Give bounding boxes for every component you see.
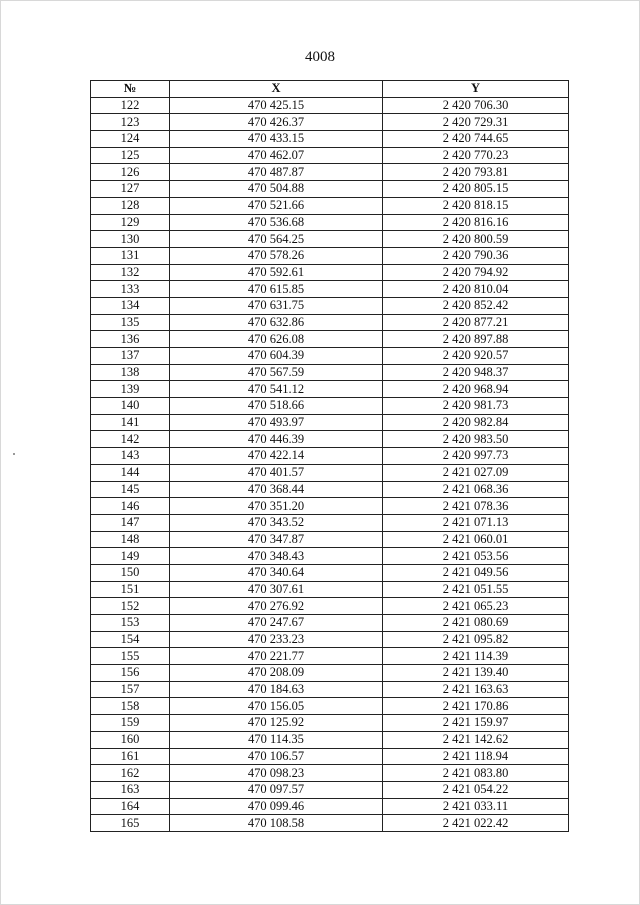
cell-x: 470 114.35	[170, 731, 383, 748]
cell-y: 2 421 078.36	[383, 498, 569, 515]
cell-number: 124	[91, 131, 170, 148]
cell-x: 470 106.57	[170, 748, 383, 765]
cell-x: 470 592.61	[170, 264, 383, 281]
cell-y: 2 420 770.23	[383, 147, 569, 164]
cell-y: 2 421 170.86	[383, 698, 569, 715]
cell-x: 470 615.85	[170, 281, 383, 298]
cell-y: 2 421 068.36	[383, 481, 569, 498]
cell-y: 2 421 159.97	[383, 715, 569, 732]
cell-y: 2 421 080.69	[383, 615, 569, 632]
cell-x: 470 504.88	[170, 181, 383, 198]
cell-number: 141	[91, 414, 170, 431]
table-row	[91, 615, 569, 632]
cell-y: 2 420 920.57	[383, 348, 569, 365]
cell-y: 2 421 095.82	[383, 631, 569, 648]
cell-number: 161	[91, 748, 170, 765]
cell-number: 160	[91, 731, 170, 748]
cell-number: 157	[91, 681, 170, 698]
cell-x: 470 567.59	[170, 364, 383, 381]
cell-number: 144	[91, 464, 170, 481]
cell-number: 155	[91, 648, 170, 665]
cell-x: 470 446.39	[170, 431, 383, 448]
cell-number: 138	[91, 364, 170, 381]
cell-number: 149	[91, 548, 170, 565]
table-row	[91, 181, 569, 198]
cell-y: 2 421 118.94	[383, 748, 569, 765]
cell-x: 470 343.52	[170, 514, 383, 531]
cell-x: 470 099.46	[170, 798, 383, 815]
cell-y: 2 421 054.22	[383, 781, 569, 798]
cell-x: 470 426.37	[170, 114, 383, 131]
table-row	[91, 197, 569, 214]
table-row	[91, 131, 569, 148]
cell-y: 2 421 071.13	[383, 514, 569, 531]
table-row	[91, 748, 569, 765]
table-row	[91, 231, 569, 248]
cell-y: 2 420 805.15	[383, 181, 569, 198]
table-row	[91, 531, 569, 548]
header-x: X	[170, 81, 383, 98]
cell-y: 2 421 033.11	[383, 798, 569, 815]
cell-number: 151	[91, 581, 170, 598]
table-row	[91, 548, 569, 565]
table-row	[91, 214, 569, 231]
cell-x: 470 097.57	[170, 781, 383, 798]
cell-number: 145	[91, 481, 170, 498]
cell-x: 470 347.87	[170, 531, 383, 548]
cell-y: 2 421 114.39	[383, 648, 569, 665]
cell-x: 470 340.64	[170, 564, 383, 581]
table-row	[91, 765, 569, 782]
cell-x: 470 626.08	[170, 331, 383, 348]
cell-number: 131	[91, 247, 170, 264]
cell-number: 143	[91, 448, 170, 465]
cell-x: 470 307.61	[170, 581, 383, 598]
table-row	[91, 147, 569, 164]
table-row	[91, 431, 569, 448]
table-row	[91, 815, 569, 832]
table-row	[91, 464, 569, 481]
table-row	[91, 631, 569, 648]
cell-number: 146	[91, 498, 170, 515]
cell-y: 2 421 053.56	[383, 548, 569, 565]
table-row	[91, 781, 569, 798]
cell-x: 470 422.14	[170, 448, 383, 465]
cell-y: 2 420 948.37	[383, 364, 569, 381]
cell-x: 470 098.23	[170, 765, 383, 782]
cell-number: 165	[91, 815, 170, 832]
table-row	[91, 414, 569, 431]
cell-number: 164	[91, 798, 170, 815]
table-row	[91, 564, 569, 581]
cell-number: 132	[91, 264, 170, 281]
cell-y: 2 420 729.31	[383, 114, 569, 131]
page-number: 4008	[305, 49, 335, 65]
table-row	[91, 598, 569, 615]
cell-x: 470 108.58	[170, 815, 383, 832]
cell-number: 125	[91, 147, 170, 164]
cell-number: 135	[91, 314, 170, 331]
table-row	[91, 731, 569, 748]
header-number: №	[91, 81, 170, 98]
table-row	[91, 348, 569, 365]
cell-x: 470 184.63	[170, 681, 383, 698]
cell-number: 129	[91, 214, 170, 231]
cell-number: 142	[91, 431, 170, 448]
cell-number: 147	[91, 514, 170, 531]
table-row	[91, 698, 569, 715]
table-row	[91, 665, 569, 682]
table-row	[91, 97, 569, 114]
cell-x: 470 631.75	[170, 297, 383, 314]
cell-y: 2 420 877.21	[383, 314, 569, 331]
cell-number: 123	[91, 114, 170, 131]
cell-y: 2 420 897.88	[383, 331, 569, 348]
cell-x: 470 518.66	[170, 398, 383, 415]
cell-x: 470 604.39	[170, 348, 383, 365]
cell-x: 470 425.15	[170, 97, 383, 114]
cell-number: 156	[91, 665, 170, 682]
cell-y: 2 421 060.01	[383, 531, 569, 548]
cell-x: 470 156.05	[170, 698, 383, 715]
cell-number: 163	[91, 781, 170, 798]
cell-number: 137	[91, 348, 170, 365]
cell-x: 470 247.67	[170, 615, 383, 632]
table-body	[91, 97, 569, 831]
cell-y: 2 421 083.80	[383, 765, 569, 782]
cell-number: 122	[91, 97, 170, 114]
cell-x: 470 541.12	[170, 381, 383, 398]
cell-x: 470 368.44	[170, 481, 383, 498]
table-header-row	[91, 81, 569, 98]
cell-number: 154	[91, 631, 170, 648]
cell-y: 2 421 142.62	[383, 731, 569, 748]
cell-x: 470 125.92	[170, 715, 383, 732]
table-row	[91, 314, 569, 331]
cell-x: 470 208.09	[170, 665, 383, 682]
table-row	[91, 264, 569, 281]
cell-number: 159	[91, 715, 170, 732]
table-row	[91, 364, 569, 381]
cell-number: 153	[91, 615, 170, 632]
cell-number: 158	[91, 698, 170, 715]
cell-y: 2 420 706.30	[383, 97, 569, 114]
cell-number: 133	[91, 281, 170, 298]
cell-number: 130	[91, 231, 170, 248]
cell-x: 470 521.66	[170, 197, 383, 214]
table-row	[91, 481, 569, 498]
cell-x: 470 487.87	[170, 164, 383, 181]
cell-y: 2 421 027.09	[383, 464, 569, 481]
cell-y: 2 420 800.59	[383, 231, 569, 248]
cell-number: 152	[91, 598, 170, 615]
table-row	[91, 381, 569, 398]
cell-x: 470 493.97	[170, 414, 383, 431]
cell-y: 2 420 790.36	[383, 247, 569, 264]
cell-number: 162	[91, 765, 170, 782]
cell-y: 2 420 983.50	[383, 431, 569, 448]
cell-x: 470 276.92	[170, 598, 383, 615]
cell-x: 470 233.23	[170, 631, 383, 648]
table-row	[91, 398, 569, 415]
header-y: Y	[383, 81, 569, 98]
table-row	[91, 715, 569, 732]
table-row	[91, 648, 569, 665]
table-row	[91, 514, 569, 531]
table-row	[91, 798, 569, 815]
cell-x: 470 536.68	[170, 214, 383, 231]
cell-number: 128	[91, 197, 170, 214]
cell-y: 2 420 997.73	[383, 448, 569, 465]
cell-y: 2 420 981.73	[383, 398, 569, 415]
cell-x: 470 578.26	[170, 247, 383, 264]
cell-y: 2 420 816.16	[383, 214, 569, 231]
cell-x: 470 348.43	[170, 548, 383, 565]
cell-y: 2 420 744.65	[383, 131, 569, 148]
cell-y: 2 421 065.23	[383, 598, 569, 615]
table-row	[91, 681, 569, 698]
cell-y: 2 421 051.55	[383, 581, 569, 598]
margin-dot	[13, 453, 15, 455]
cell-number: 134	[91, 297, 170, 314]
cell-number: 139	[91, 381, 170, 398]
table-row	[91, 247, 569, 264]
cell-y: 2 420 968.94	[383, 381, 569, 398]
cell-y: 2 420 852.42	[383, 297, 569, 314]
table-row	[91, 331, 569, 348]
cell-x: 470 433.15	[170, 131, 383, 148]
cell-y: 2 420 982.84	[383, 414, 569, 431]
table-row	[91, 114, 569, 131]
table-row	[91, 297, 569, 314]
cell-x: 470 564.25	[170, 231, 383, 248]
table-row	[91, 164, 569, 181]
cell-x: 470 462.07	[170, 147, 383, 164]
coordinates-table	[90, 80, 569, 832]
cell-x: 470 221.77	[170, 648, 383, 665]
cell-number: 136	[91, 331, 170, 348]
cell-number: 150	[91, 564, 170, 581]
table-row	[91, 498, 569, 515]
cell-number: 126	[91, 164, 170, 181]
cell-y: 2 421 049.56	[383, 564, 569, 581]
cell-y: 2 420 818.15	[383, 197, 569, 214]
cell-y: 2 420 794.92	[383, 264, 569, 281]
cell-y: 2 421 163.63	[383, 681, 569, 698]
cell-x: 470 351.20	[170, 498, 383, 515]
cell-y: 2 421 022.42	[383, 815, 569, 832]
cell-number: 127	[91, 181, 170, 198]
cell-x: 470 401.57	[170, 464, 383, 481]
table-row	[91, 448, 569, 465]
cell-y: 2 421 139.40	[383, 665, 569, 682]
cell-y: 2 420 793.81	[383, 164, 569, 181]
cell-number: 140	[91, 398, 170, 415]
cell-x: 470 632.86	[170, 314, 383, 331]
cell-y: 2 420 810.04	[383, 281, 569, 298]
table-row	[91, 581, 569, 598]
table-row	[91, 281, 569, 298]
cell-number: 148	[91, 531, 170, 548]
